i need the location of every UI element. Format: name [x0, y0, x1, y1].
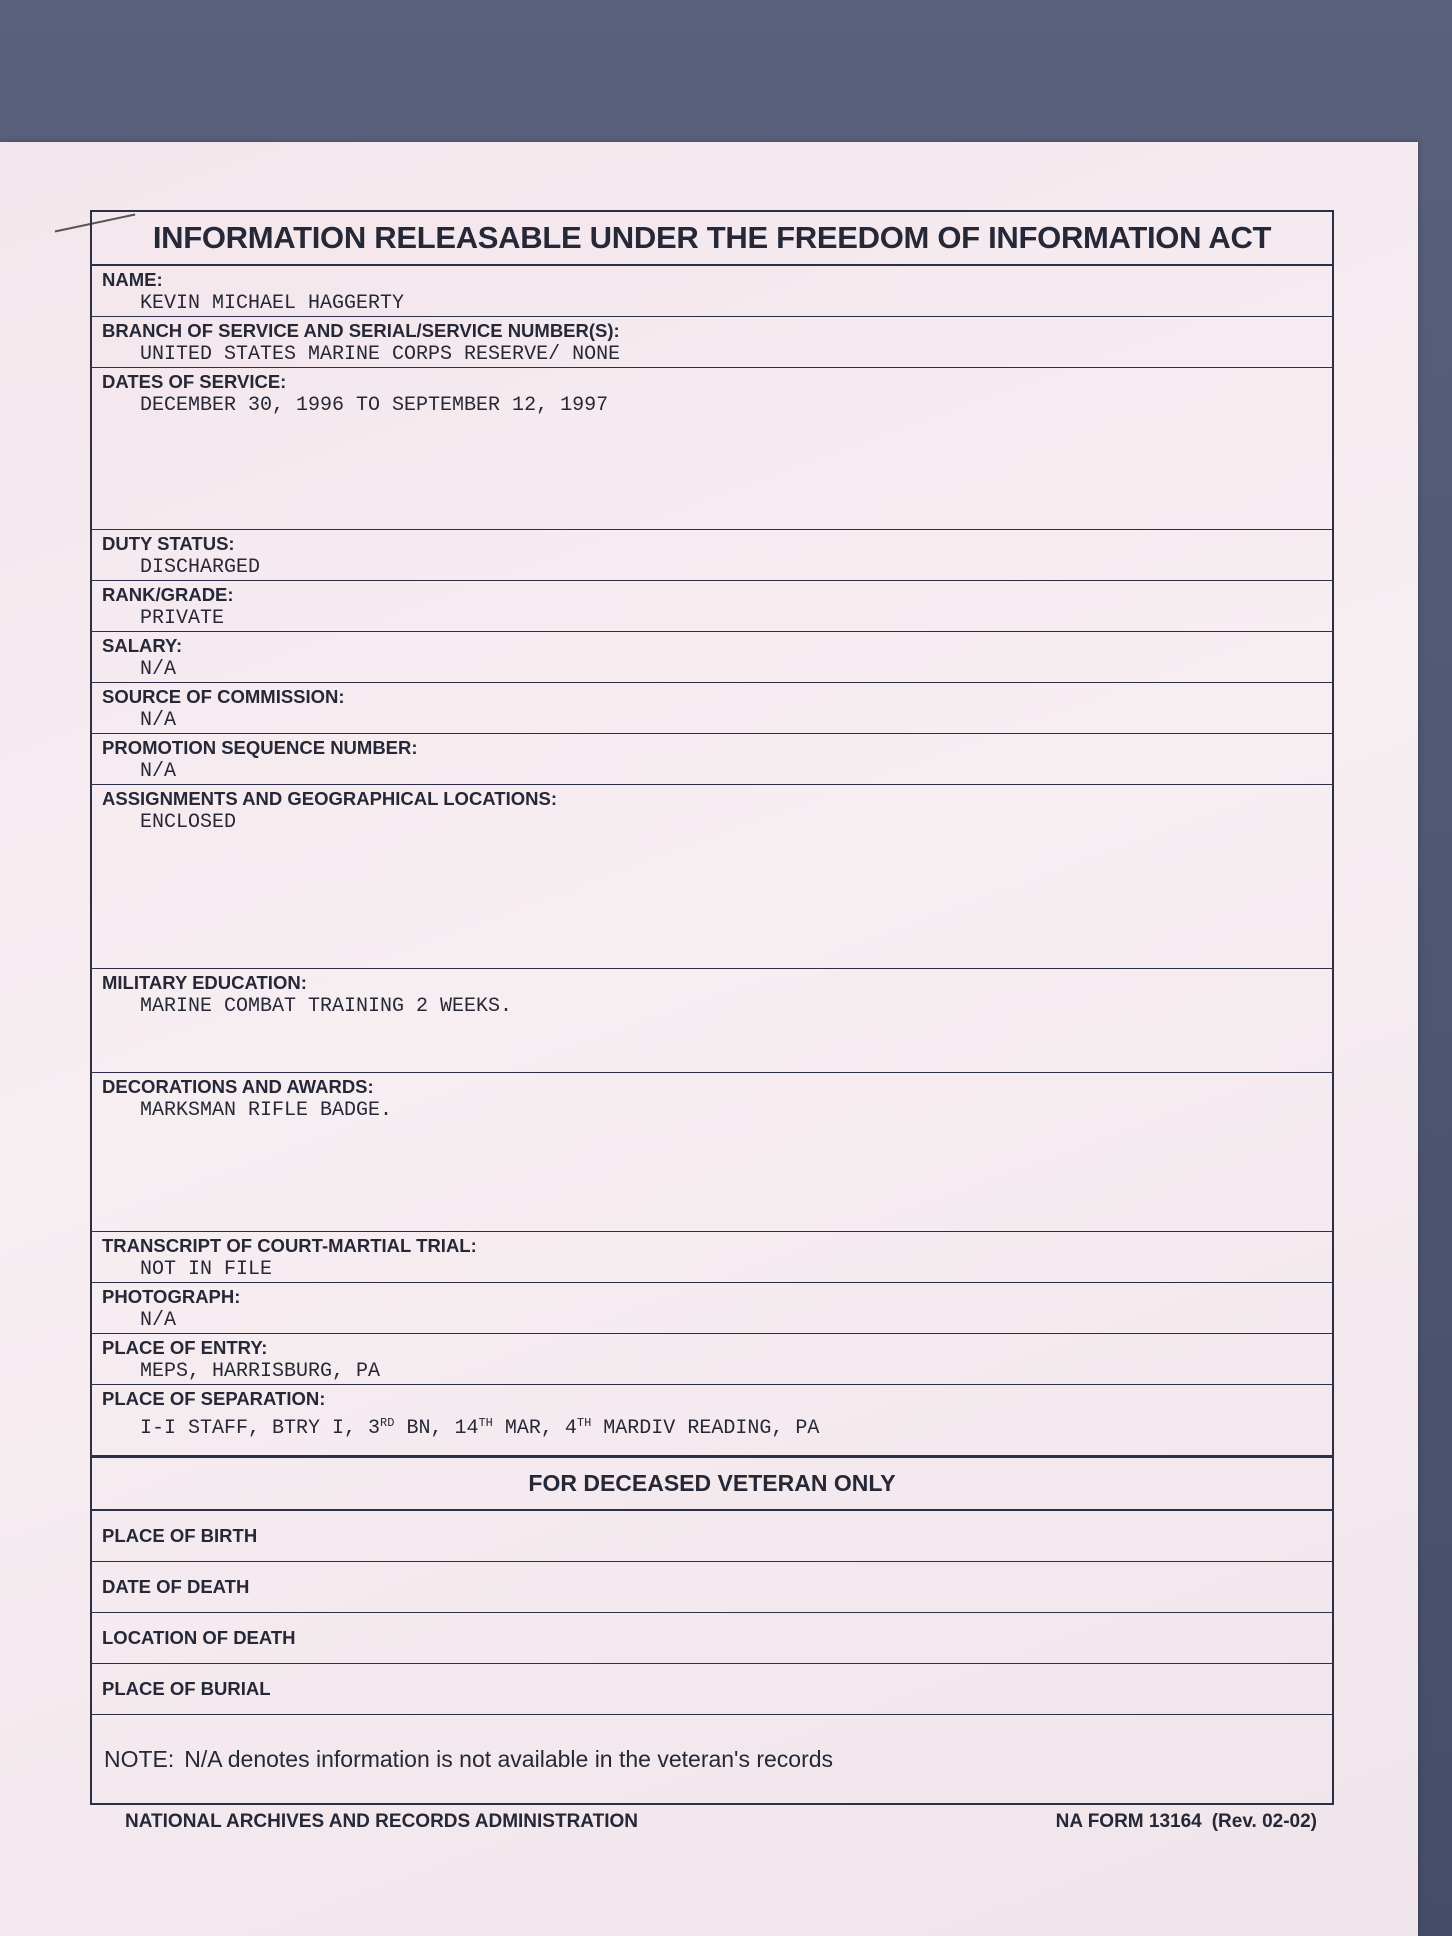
field-decorations-and-awards: DECORATIONS AND AWARDS: MARKSMAN RIFLE BADGE. [92, 1073, 1332, 1232]
field-place-of-entry: PLACE OF ENTRY: MEPS, HARRISBURG, PA [92, 1334, 1332, 1385]
field-place-of-burial: PLACE OF BURIAL [92, 1664, 1332, 1715]
field-source-of-commission: SOURCE OF COMMISSION: N/A [92, 683, 1332, 734]
field-place-of-birth: PLACE OF BIRTH [92, 1511, 1332, 1562]
form-revision: (Rev. 02-02) [1211, 1811, 1317, 1832]
field-branch-of-service: BRANCH OF SERVICE AND SERIAL/SERVICE NUMBER(S): UNITED STATES MARINE CORPS RESERVE/ NONE [92, 317, 1332, 368]
deceased-veteran-heading: FOR DECEASED VETERAN ONLY [92, 1455, 1332, 1511]
form-number: NA FORM 13164 [1055, 1811, 1202, 1832]
form-footer [125, 1811, 1317, 1833]
field-promotion-sequence-number: PROMOTION SEQUENCE NUMBER: N/A [92, 734, 1332, 785]
field-date-of-death: DATE OF DEATH [92, 1562, 1332, 1613]
field-rank-grade: RANK/GRADE: PRIVATE [92, 581, 1332, 632]
field-military-education: MILITARY EDUCATION: MARINE COMBAT TRAINING 2 WEEKS. [92, 969, 1332, 1073]
field-court-martial-transcript: TRANSCRIPT OF COURT-MARTIAL TRIAL: NOT IN FILE [92, 1232, 1332, 1283]
field-dates-of-service: DATES OF SERVICE: DECEMBER 30, 1996 TO SEPTEMBER 12, 1997 [92, 368, 1332, 530]
field-photograph: PHOTOGRAPH: N/A [92, 1283, 1332, 1334]
field-place-of-separation: PLACE OF SEPARATION: I-I STAFF, BTRY I, 3RD BN, 14TH MAR, 4TH MARDIV READING, PA [92, 1385, 1332, 1455]
records-note [92, 1715, 1332, 1803]
separation-value: I-I STAFF, BTRY I, 3RD BN, 14TH MAR, 4TH MARDIV READING, PA [140, 1416, 820, 1440]
form-id [1056, 1811, 1317, 1833]
foia-form [90, 210, 1334, 1805]
field-duty-status: DUTY STATUS: DISCHARGED [92, 530, 1332, 581]
note-text: N/A denotes information is not available in the veteran's records [184, 1745, 834, 1772]
field-name: NAME: KEVIN MICHAEL HAGGERTY [92, 266, 1332, 317]
field-salary: SALARY: N/A [92, 632, 1332, 683]
field-location-of-death: LOCATION OF DEATH [92, 1613, 1332, 1664]
agency-name: NATIONAL ARCHIVES AND RECORDS ADMINISTRATION [125, 1811, 638, 1832]
note-prefix: NOTE: [104, 1745, 175, 1772]
field-assignments-and-locations: ASSIGNMENTS AND GEOGRAPHICAL LOCATIONS: ENCLOSED [92, 785, 1332, 969]
form-title: INFORMATION RELEASABLE UNDER THE FREEDOM OF INFORMATION ACT [92, 212, 1332, 266]
